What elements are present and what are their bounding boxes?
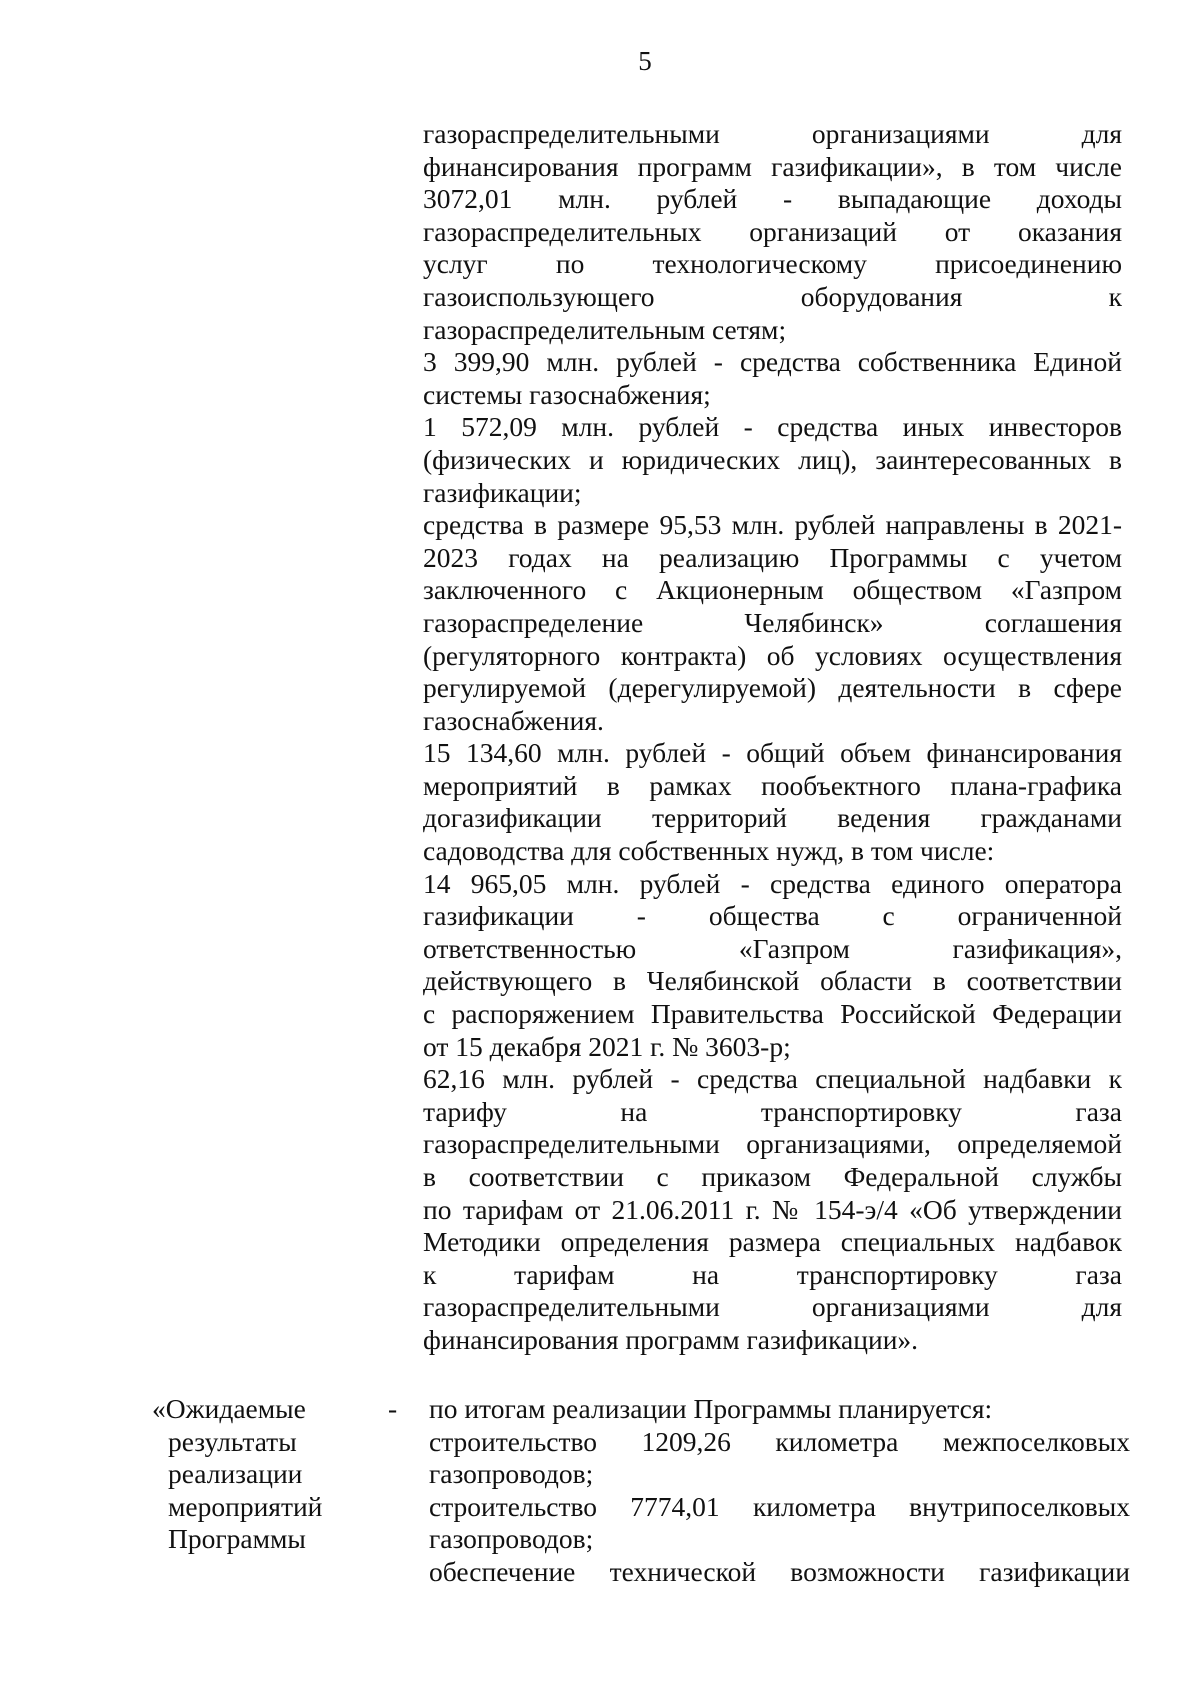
- results-text-block: [429, 1393, 1130, 1589]
- text-line: мероприятий в рамках пообъектного плана-графика: [423, 769, 1122, 801]
- text-line: (физических и юридических лиц), заинтересованных в: [423, 443, 1122, 475]
- text-line: 3 399,90 млн. рублей - средства собственника Единой: [423, 346, 1122, 378]
- text-line: газораспределительных организаций от оказания: [423, 215, 1122, 247]
- text-line: 2023 годах на реализацию Программы с учетом: [423, 541, 1122, 573]
- text-line: газопроводов;: [429, 1523, 594, 1555]
- text-line: 1 572,09 млн. рублей - средства иных инвесторов: [423, 411, 1122, 443]
- text-line: финансирования программ газификации».: [423, 1323, 919, 1355]
- text-line: строительство 1209,26 километра межпоселковых: [429, 1425, 1130, 1457]
- page-number: 5: [638, 46, 652, 76]
- text-line: газоиспользующего оборудования к: [423, 280, 1122, 312]
- text-line: регулируемой (дерегулируемой) деятельности в сфере: [423, 672, 1122, 704]
- text-line: газоснабжения.: [423, 704, 604, 736]
- text-line: системы газоснабжения;: [423, 378, 711, 410]
- text-line: газификации - общества с ограниченной: [423, 900, 1122, 932]
- text-line: газораспределение Челябинск» соглашения: [423, 606, 1122, 638]
- funding-text-block: [423, 118, 1122, 1357]
- text-line: действующего в Челябинской области в соответствии: [423, 965, 1122, 997]
- text-line: ответственностью «Газпром газификация»,: [423, 932, 1122, 964]
- results-section-label: [152, 1393, 372, 1556]
- text-line: по итогам реализации Программы планируется:: [429, 1393, 993, 1424]
- text-line: газораспределительными организациями для: [423, 118, 1122, 149]
- label-dash: -: [388, 1393, 398, 1424]
- text-line: газораспределительными организациями, определяемой: [423, 1128, 1122, 1160]
- text-line: 14 965,05 млн. рублей - средства единого оператора: [423, 867, 1122, 899]
- text-line: к тарифам на транспортировку газа: [423, 1258, 1122, 1290]
- text-line: финансирования программ газификации», в том числе: [423, 150, 1122, 182]
- text-line: от 15 декабря 2021 г. № 3603-р;: [423, 1030, 791, 1062]
- text-line: 3072,01 млн. рублей - выпадающие доходы: [423, 183, 1122, 215]
- text-line: Методики определения размера специальных надбавок: [423, 1226, 1122, 1258]
- text-line: газораспределительным сетям;: [423, 313, 787, 345]
- text-line: по тарифам от 21.06.2011 г. № 154-э/4 «Об утверждении: [423, 1193, 1122, 1225]
- text-line: заключенного с Акционерным обществом «Газпром: [423, 574, 1122, 606]
- text-line: строительство 7774,01 километра внутрипоселковых: [429, 1490, 1130, 1522]
- text-line: газопроводов;: [429, 1458, 594, 1490]
- text-line: 62,16 млн. рублей - средства специальной надбавки к: [423, 1063, 1122, 1095]
- text-line: газификации;: [423, 476, 582, 508]
- label-line: результаты: [168, 1425, 297, 1457]
- label-line: мероприятий: [168, 1490, 323, 1522]
- text-line: 15 134,60 млн. рублей - общий объем финансирования: [423, 737, 1122, 769]
- label-line: Программы: [168, 1523, 306, 1555]
- text-line: в соответствии с приказом Федеральной службы: [423, 1161, 1122, 1192]
- text-line: с распоряжением Правительства Российской Федерации: [423, 998, 1122, 1030]
- text-line: обеспечение технической возможности газификации: [429, 1555, 1130, 1587]
- label-line: «Ожидаемые: [152, 1393, 306, 1424]
- text-line: тарифу на транспортировку газа: [423, 1095, 1122, 1127]
- text-line: газораспределительными организациями для: [423, 1291, 1122, 1323]
- label-line: реализации: [168, 1458, 303, 1490]
- text-line: садоводства для собственных нужд, в том числе:: [423, 835, 995, 867]
- text-line: средства в размере 95,53 млн. рублей направлены в 2021-: [423, 509, 1122, 541]
- text-line: догазификации территорий ведения гражданами: [423, 802, 1122, 834]
- text-line: (регуляторного контракта) об условиях осуществления: [423, 639, 1122, 671]
- text-line: услуг по технологическому присоединению: [423, 248, 1122, 280]
